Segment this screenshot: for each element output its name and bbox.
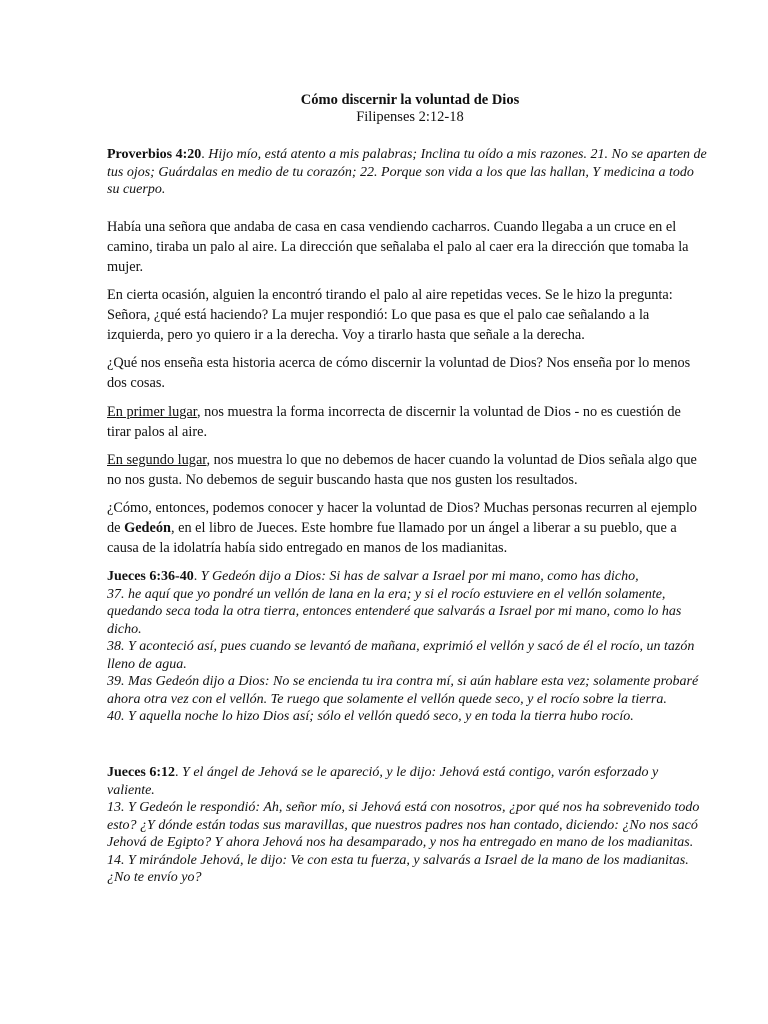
verse-14: 14. Y mirándole Jehová, le dijo: Ve con esta tu fuerza, y salvarás a Israel de la mano de los madianitas. ¿No te envío yo? (107, 852, 689, 885)
judges-6-36-first: Y Gedeón dijo a Dios: Si has de salvar a Israel por mi mano, como has dicho, (200, 569, 639, 584)
judges-6-12-passage (107, 764, 707, 887)
gideon-text-a: ¿Cómo, entonces, podemos conocer y hacer la voluntad de Dios? Muchas personas recurren al ejemplo de (107, 500, 697, 536)
proverbs-reference: Proverbios 4:20 (107, 147, 202, 162)
judges-6-12-reference: Jueces 6:12 (107, 765, 176, 780)
verse-37: 37. he aquí que yo pondré un vellón de lana en la era; y si el rocío estuviere en el vellón solamente, quedando seca toda la otra tierra, entonces entenderé que salvarás a Israel por mi mano, como lo has dicho. (107, 586, 682, 637)
page-title: Cómo discernir la voluntad de Dios (300, 92, 520, 108)
proverbs-text: Hijo mío, está atento a mis palabras; Inclina tu oído a mis razones. 21. No se aparten de tus ojos; Guárdalas en medio de tu corazón; 22. Porque son vida a los que las hallan, Y medicina a todo su cuerpo. (107, 147, 707, 197)
second-point-lead: En segundo lugar (107, 452, 207, 468)
paragraph-story: Había una señora que andaba de casa en casa vendiendo cacharros. Cuando llegaba a un cruce en el camino, tiraba un palo al aire. La dirección que señalaba el palo al caer era la dirección que tomaba la mujer. (107, 219, 689, 275)
judges-6-36-sep: . (193, 569, 201, 584)
paragraph-first-point (107, 402, 707, 442)
judges-6-36-reference: Jueces 6:36-40 (107, 569, 194, 584)
page-subtitle: Filipenses 2:12-18 (356, 109, 464, 125)
first-point-text: , nos muestra la forma incorrecta de discernir la voluntad de Dios - no es cuestión de tirar palos al aire. (107, 404, 681, 440)
proverbs-sep: . (201, 147, 209, 162)
judges-6-36-passage (107, 568, 707, 726)
gideon-name: Gedeón (124, 520, 171, 536)
judges-6-12-first: Y el ángel de Jehová se le apareció, y le dijo: Jehová está contigo, varón esforzado y valiente. (107, 765, 659, 798)
paragraph-second-point (107, 450, 707, 490)
judges-6-12-sep: . (175, 765, 183, 780)
paragraph-question: ¿Qué nos enseña esta historia acerca de cómo discernir la voluntad de Dios? Nos enseña por lo menos dos cosas. (107, 355, 691, 391)
paragraph-occasion: En cierta ocasión, alguien la encontró tirando el palo al aire repetidas veces. Se le hizo la pregunta: Señora, ¿qué está haciendo? La mujer respondió: Lo que pasa es que el palo cae señalando a la izquierda, pero yo quiero ir a la derecha. Voy a tirarlo hasta que señale a la derecha. (107, 287, 673, 343)
verse-13: 13. Y Gedeón le respondió: Ah, señor mío, si Jehová está con nosotros, ¿por qué nos ha sobrevenido todo esto? ¿Y dónde están todas sus maravillas, que nuestros padres nos han contado, diciendo: ¿No nos sacó Jehová de Egipto? Y ahora Jehová nos ha desamparado, y nos ha entregado en mano de los madianitas. (107, 800, 700, 850)
first-point-lead: En primer lugar (107, 404, 197, 420)
paragraph-gideon (107, 498, 707, 558)
proverbs-passage (107, 146, 707, 199)
verse-40: 40. Y aquella noche lo hizo Dios así; sólo el vellón quedó seco, y en toda la tierra hubo rocío. (107, 709, 634, 724)
second-point-text: , nos muestra lo que no debemos de hacer cuando la voluntad de Dios señala algo que no nos gusta. No debemos de seguir buscando hasta que nos gusten los resultados. (107, 452, 697, 488)
gideon-text-b: , en el libro de Jueces. Este hombre fue llamado por un ángel a liberar a su pueblo, que a causa de la idolatría había sido entregado en manos de los madianitas. (107, 520, 677, 556)
verse-39: 39. Mas Gedeón dijo a Dios: No se encienda tu ira contra mí, si aún hablare esta vez; solamente probaré ahora otra vez con el vellón. Te ruego que solamente el vellón quede seco, y el rocío sobre la tierra. (107, 674, 699, 707)
verse-38: 38. Y aconteció así, pues cuando se levantó de mañana, exprimió el vellón y sacó de él el rocío, un tazón lleno de agua. (107, 639, 695, 672)
